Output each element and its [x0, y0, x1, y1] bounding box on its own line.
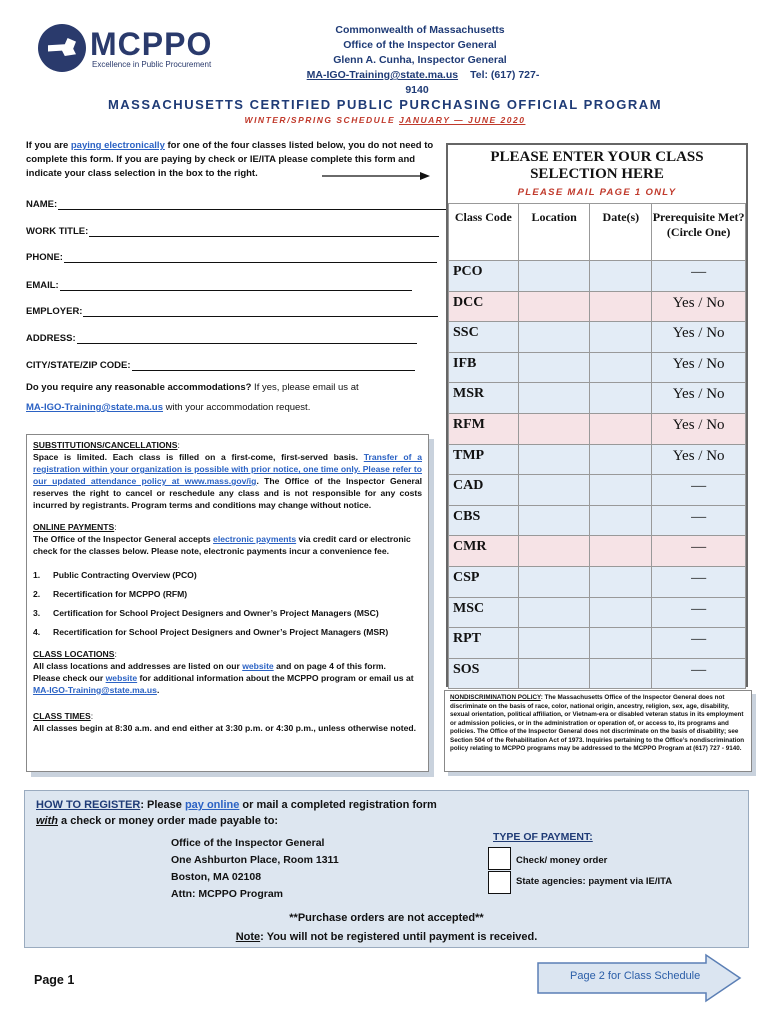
location-cell[interactable] [518, 322, 590, 353]
class-code-cell: TMP [449, 444, 519, 475]
page-number: Page 1 [34, 973, 75, 987]
address-label: ADDRESS: [26, 333, 76, 344]
accommodations-question: Do you require any reasonable accommodations? [26, 382, 252, 393]
po-not-accepted: **Purchase orders are not accepted** [289, 912, 484, 924]
table-row [449, 413, 746, 444]
employer-field[interactable] [26, 306, 438, 317]
table-row [449, 383, 746, 414]
header-class-code: Class Code [449, 204, 519, 261]
location-cell[interactable] [518, 383, 590, 414]
email-label: EMAIL: [26, 280, 59, 291]
class-times-heading: CLASS TIMES [33, 711, 91, 721]
prerequisite-cell[interactable]: Yes / No [652, 291, 746, 322]
table-row [449, 352, 746, 383]
dates-cell[interactable] [590, 505, 652, 536]
phone-field[interactable] [26, 252, 437, 263]
work-title-label: WORK TITLE: [26, 226, 89, 237]
online-payments-heading: ONLINE PAYMENTS [33, 522, 115, 532]
attendance-policy-link[interactable]: Transfer of a registration within your organization is possible with prior notice, one time only. Please refer to our updated attendance policy at [33, 452, 422, 486]
table-row [449, 566, 746, 597]
register-instructions: HOW TO REGISTER: Please pay online or mail a completed registration form with a check or money order made payable to: [36, 799, 437, 827]
class-code-cell: RPT [449, 628, 519, 659]
table-row [449, 536, 746, 567]
next-page-button[interactable] [536, 953, 742, 1003]
prerequisite-cell[interactable]: Yes / No [652, 352, 746, 383]
ie-ita-label: State agencies: payment via IE/ITA [516, 876, 673, 887]
schedule-prefix: WINTER/SPRING SCHEDULE [244, 115, 399, 125]
location-cell[interactable] [518, 413, 590, 444]
list-item: 4. Recertification for School Project Designers and Owner’s Project Managers (MSR) [33, 627, 389, 637]
class-code-cell: MSC [449, 597, 519, 628]
location-cell[interactable] [518, 597, 590, 628]
dates-cell[interactable] [590, 566, 652, 597]
prerequisite-cell[interactable]: Yes / No [652, 413, 746, 444]
dates-cell[interactable] [590, 658, 652, 689]
prerequisite-cell[interactable]: — [652, 597, 746, 628]
prerequisite-cell[interactable]: — [652, 566, 746, 597]
how-to-register-box [24, 790, 749, 948]
class-code-cell: CMR [449, 536, 519, 567]
mass-gov-ig-link[interactable]: www.mass.gov/ig [184, 476, 257, 486]
substitutions-text-1: Space is limited. Each class is filled on a first-come, first-served basis. [33, 452, 364, 462]
header-line-inspector: Glenn A. Cunha, Inspector General [333, 54, 507, 66]
class-locations-section: CLASS LOCATIONS: All class locations and addresses are listed on our website and on page 4 of this form. Please check our website for additional information about the MCPPO program or email us at MA-IGO-Training@state.ma.us. [33, 649, 414, 695]
header-dates: Date(s) [590, 204, 652, 261]
prerequisite-cell[interactable]: — [652, 505, 746, 536]
paying-electronically-link[interactable]: paying electronically [70, 140, 165, 151]
location-cell[interactable] [518, 261, 590, 292]
class-code-cell: CAD [449, 475, 519, 506]
dates-cell[interactable] [590, 322, 652, 353]
table-row [449, 261, 746, 292]
massachusetts-map-icon [38, 24, 86, 72]
prerequisite-cell[interactable]: — [652, 261, 746, 292]
dates-cell[interactable] [590, 383, 652, 414]
purchase-order-note [25, 909, 748, 947]
next-page-label: Page 2 for Class Schedule [570, 970, 701, 982]
name-field[interactable] [26, 199, 446, 210]
location-cell[interactable] [518, 566, 590, 597]
prerequisite-cell[interactable]: — [652, 536, 746, 567]
accommodations-note [26, 378, 426, 418]
table-row [449, 291, 746, 322]
dates-cell[interactable] [590, 597, 652, 628]
schedule-subtitle [0, 115, 770, 125]
class-selection-title: PLEASE ENTER YOUR CLASS SELECTION HERE [490, 149, 704, 182]
class-times-section: CLASS TIMES: All classes begin at 8:30 a.m. and end either at 3:30 p.m. or 4:30 p.m., unless otherwise noted. [33, 710, 422, 734]
address-field[interactable] [26, 333, 417, 344]
prerequisite-cell[interactable]: Yes / No [652, 444, 746, 475]
note-label: Note [235, 931, 261, 943]
intro-text-2: for one of the four classes listed below, you do not need to complete this form. If you are paying by check or IE/ITA please complete this form and indicate your class selection in the box to the right. [26, 140, 434, 179]
intro-text-1: If you are [26, 140, 71, 151]
online-payments-section: ONLINE PAYMENTS: The Office of the Inspector General accepts electronic payments via credit card or electronic check for the classes below. Please note, electronic payments incur a convenience fee. 1. Public Contracting Overview (PCO) 2. Recertification for MCPPO (RFM) 3. Certification for School Project Designers and Owner’s Project Managers (MSC) 4. Recertification for School Project Designers and Owner’s Project Managers (MSR) [33, 521, 422, 638]
dates-cell[interactable] [590, 291, 652, 322]
substitutions-heading: SUBSTITUTIONS/CANCELLATIONS [33, 440, 178, 450]
header-location: Location [518, 204, 590, 261]
class-times-text: All classes begin at 8:30 a.m. and end either at 3:30 p.m. or 4:30 p.m., unless otherwise noted. [33, 723, 417, 733]
location-cell[interactable] [518, 658, 590, 689]
logo-wordmark: MCPPO [90, 26, 213, 62]
schedule-dates: JANUARY — JUNE 2020 [399, 115, 526, 125]
substitutions-section: SUBSTITUTIONS/CANCELLATIONS: Space is limited. Each class is filled on a first-come, first-served basis. Transfer of a registration within your organization is possible with prior notice, one time only. Please refer to our updated attendance policy at www.mass.gov/ig. The Office of the Inspector General reserves the right to cancel or reschedule any class and is not responsible for any costs incurred by registrants. Program terms and conditions may change without notice. [33, 440, 422, 510]
table-row [449, 505, 746, 536]
header-line-office: Office of the Inspector General [343, 39, 497, 51]
payment-type-heading: TYPE OF PAYMENT: [493, 831, 593, 843]
prerequisite-cell[interactable]: — [652, 628, 746, 659]
logo-tagline: Excellence in Public Procurement [92, 60, 212, 69]
program-title: MASSACHUSETTS CERTIFIED PUBLIC PURCHASING OFFICIAL PROGRAM [107, 97, 663, 112]
dates-cell[interactable] [590, 536, 652, 567]
dates-cell[interactable] [590, 628, 652, 659]
class-code-cell: CSP [449, 566, 519, 597]
check-money-order-checkbox[interactable] [488, 847, 511, 870]
table-row [449, 444, 746, 475]
location-cell[interactable] [518, 536, 590, 567]
name-label: NAME: [26, 199, 58, 210]
table-row [449, 628, 746, 659]
city-label: CITY/STATE/ZIP CODE: [26, 360, 131, 371]
prerequisite-cell[interactable]: Yes / No [652, 322, 746, 353]
location-cell[interactable] [518, 444, 590, 475]
class-code-cell: MSR [449, 383, 519, 414]
website-link[interactable]: website [242, 661, 274, 671]
location-cell[interactable] [518, 628, 590, 659]
header-prerequisite: Prerequisite Met? (Circle One) [652, 204, 746, 261]
mailing-address: Office of the Inspector General One Ashburton Place, Room 1311 Boston, MA 02108 Attn: MCPPO Program [171, 837, 339, 900]
city-state-zip-field[interactable] [26, 360, 415, 371]
phone-label: PHONE: [26, 252, 63, 263]
nondiscrimination-heading: NONDISCRIMINATION POLICY [450, 694, 541, 701]
class-code-cell: IFB [449, 352, 519, 383]
location-cell[interactable] [518, 291, 590, 322]
check-money-order-label: Check/ money order [516, 855, 608, 866]
list-item: 2. Recertification for MCPPO (RFM) [33, 589, 188, 599]
dates-cell[interactable] [590, 444, 652, 475]
header-email-link[interactable]: MA-IGO-Training@state.ma.us [306, 69, 459, 81]
header-line-commonwealth: Commonwealth of Massachusetts [335, 24, 505, 36]
prerequisite-cell[interactable]: Yes / No [652, 383, 746, 414]
location-cell[interactable] [518, 352, 590, 383]
online-classes-list [33, 569, 422, 638]
class-selection-table [448, 203, 746, 689]
electronic-payments-link[interactable]: electronic payments [213, 534, 297, 544]
info-box [26, 434, 429, 772]
substitutions-text-2: . The Office of the Inspector General reserves the right to cancel or reschedule any class and is not responsible for any costs incurred by registrants. Program terms and conditions may change without notice. [33, 476, 422, 510]
accommodations-tail: with your accommodation request. [163, 402, 311, 413]
email-field[interactable] [26, 280, 412, 291]
nondiscrimination-policy [444, 690, 752, 772]
class-code-cell: CBS [449, 505, 519, 536]
class-locations-email-link[interactable]: MA-IGO-Training@state.ma.us [33, 685, 157, 695]
dates-cell[interactable] [590, 261, 652, 292]
class-code-cell: RFM [449, 413, 519, 444]
ie-ita-checkbox[interactable] [488, 871, 511, 894]
accommodations-email-link[interactable]: MA-IGO-Training@state.ma.us [26, 402, 164, 413]
online-payments-text-2: via credit card or electronic check for the classes below. Please note, electronic payments incur a convenience fee. [33, 534, 411, 556]
header-contact [290, 23, 550, 98]
employer-label: EMPLOYER: [26, 306, 83, 317]
accommodations-if-yes: If yes, please email us at [251, 382, 359, 393]
location-cell[interactable] [518, 505, 590, 536]
table-row [449, 658, 746, 689]
dates-cell[interactable] [590, 475, 652, 506]
class-locations-heading: CLASS LOCATIONS [33, 649, 115, 659]
nondiscrimination-text: : The Massachusetts Office of the Inspector General does not discriminate on the basis of race, color, national origin, ancestry, religion, sex, age, disability, sexual orientation, political affiliation, or Vietnam-era or disabled veteran status in its employment or admission policies, or in the administration or operation of, or access to, its programs and policies. The Office of the Inspector General does not discriminate on the basis of disability; see Section 504 of the Rehabilitation Act of 1973. Inquiries pertaining to the Office’s nondiscrimination policy relating to MCPPO programs may be addressed to the MCPPO Program at (617) 727 - 9140. [450, 694, 745, 752]
mail-page-note: PLEASE MAIL PAGE 1 ONLY [517, 187, 677, 198]
list-item: 1. Public Contracting Overview (PCO) [33, 570, 197, 580]
prerequisite-cell[interactable]: — [652, 658, 746, 689]
dates-cell[interactable] [590, 413, 652, 444]
note-text: : You will not be registered until payment is received. [260, 931, 538, 943]
online-payments-text-1: The Office of the Inspector General accepts [33, 534, 214, 544]
class-code-cell: SSC [449, 322, 519, 353]
class-code-cell: DCC [449, 291, 519, 322]
location-cell[interactable] [518, 475, 590, 506]
table-row [449, 322, 746, 353]
arrow-right-icon [322, 171, 430, 181]
class-code-cell: SOS [449, 658, 519, 689]
work-title-field[interactable] [26, 226, 439, 237]
list-item: 3. Certification for School Project Designers and Owner’s Project Managers (MSC) [33, 608, 379, 618]
header-phone: Tel: (617) 727-9140 [405, 69, 540, 96]
pay-online-link[interactable]: pay online [184, 799, 240, 811]
mcppo-logo [38, 24, 218, 74]
table-row [449, 475, 746, 506]
class-selection-panel [446, 143, 748, 687]
prerequisite-cell[interactable]: — [652, 475, 746, 506]
dates-cell[interactable] [590, 352, 652, 383]
register-heading: HOW TO REGISTER [36, 799, 141, 811]
website-link-2[interactable]: website [105, 673, 138, 683]
class-code-cell: PCO [449, 261, 519, 292]
table-row [449, 597, 746, 628]
